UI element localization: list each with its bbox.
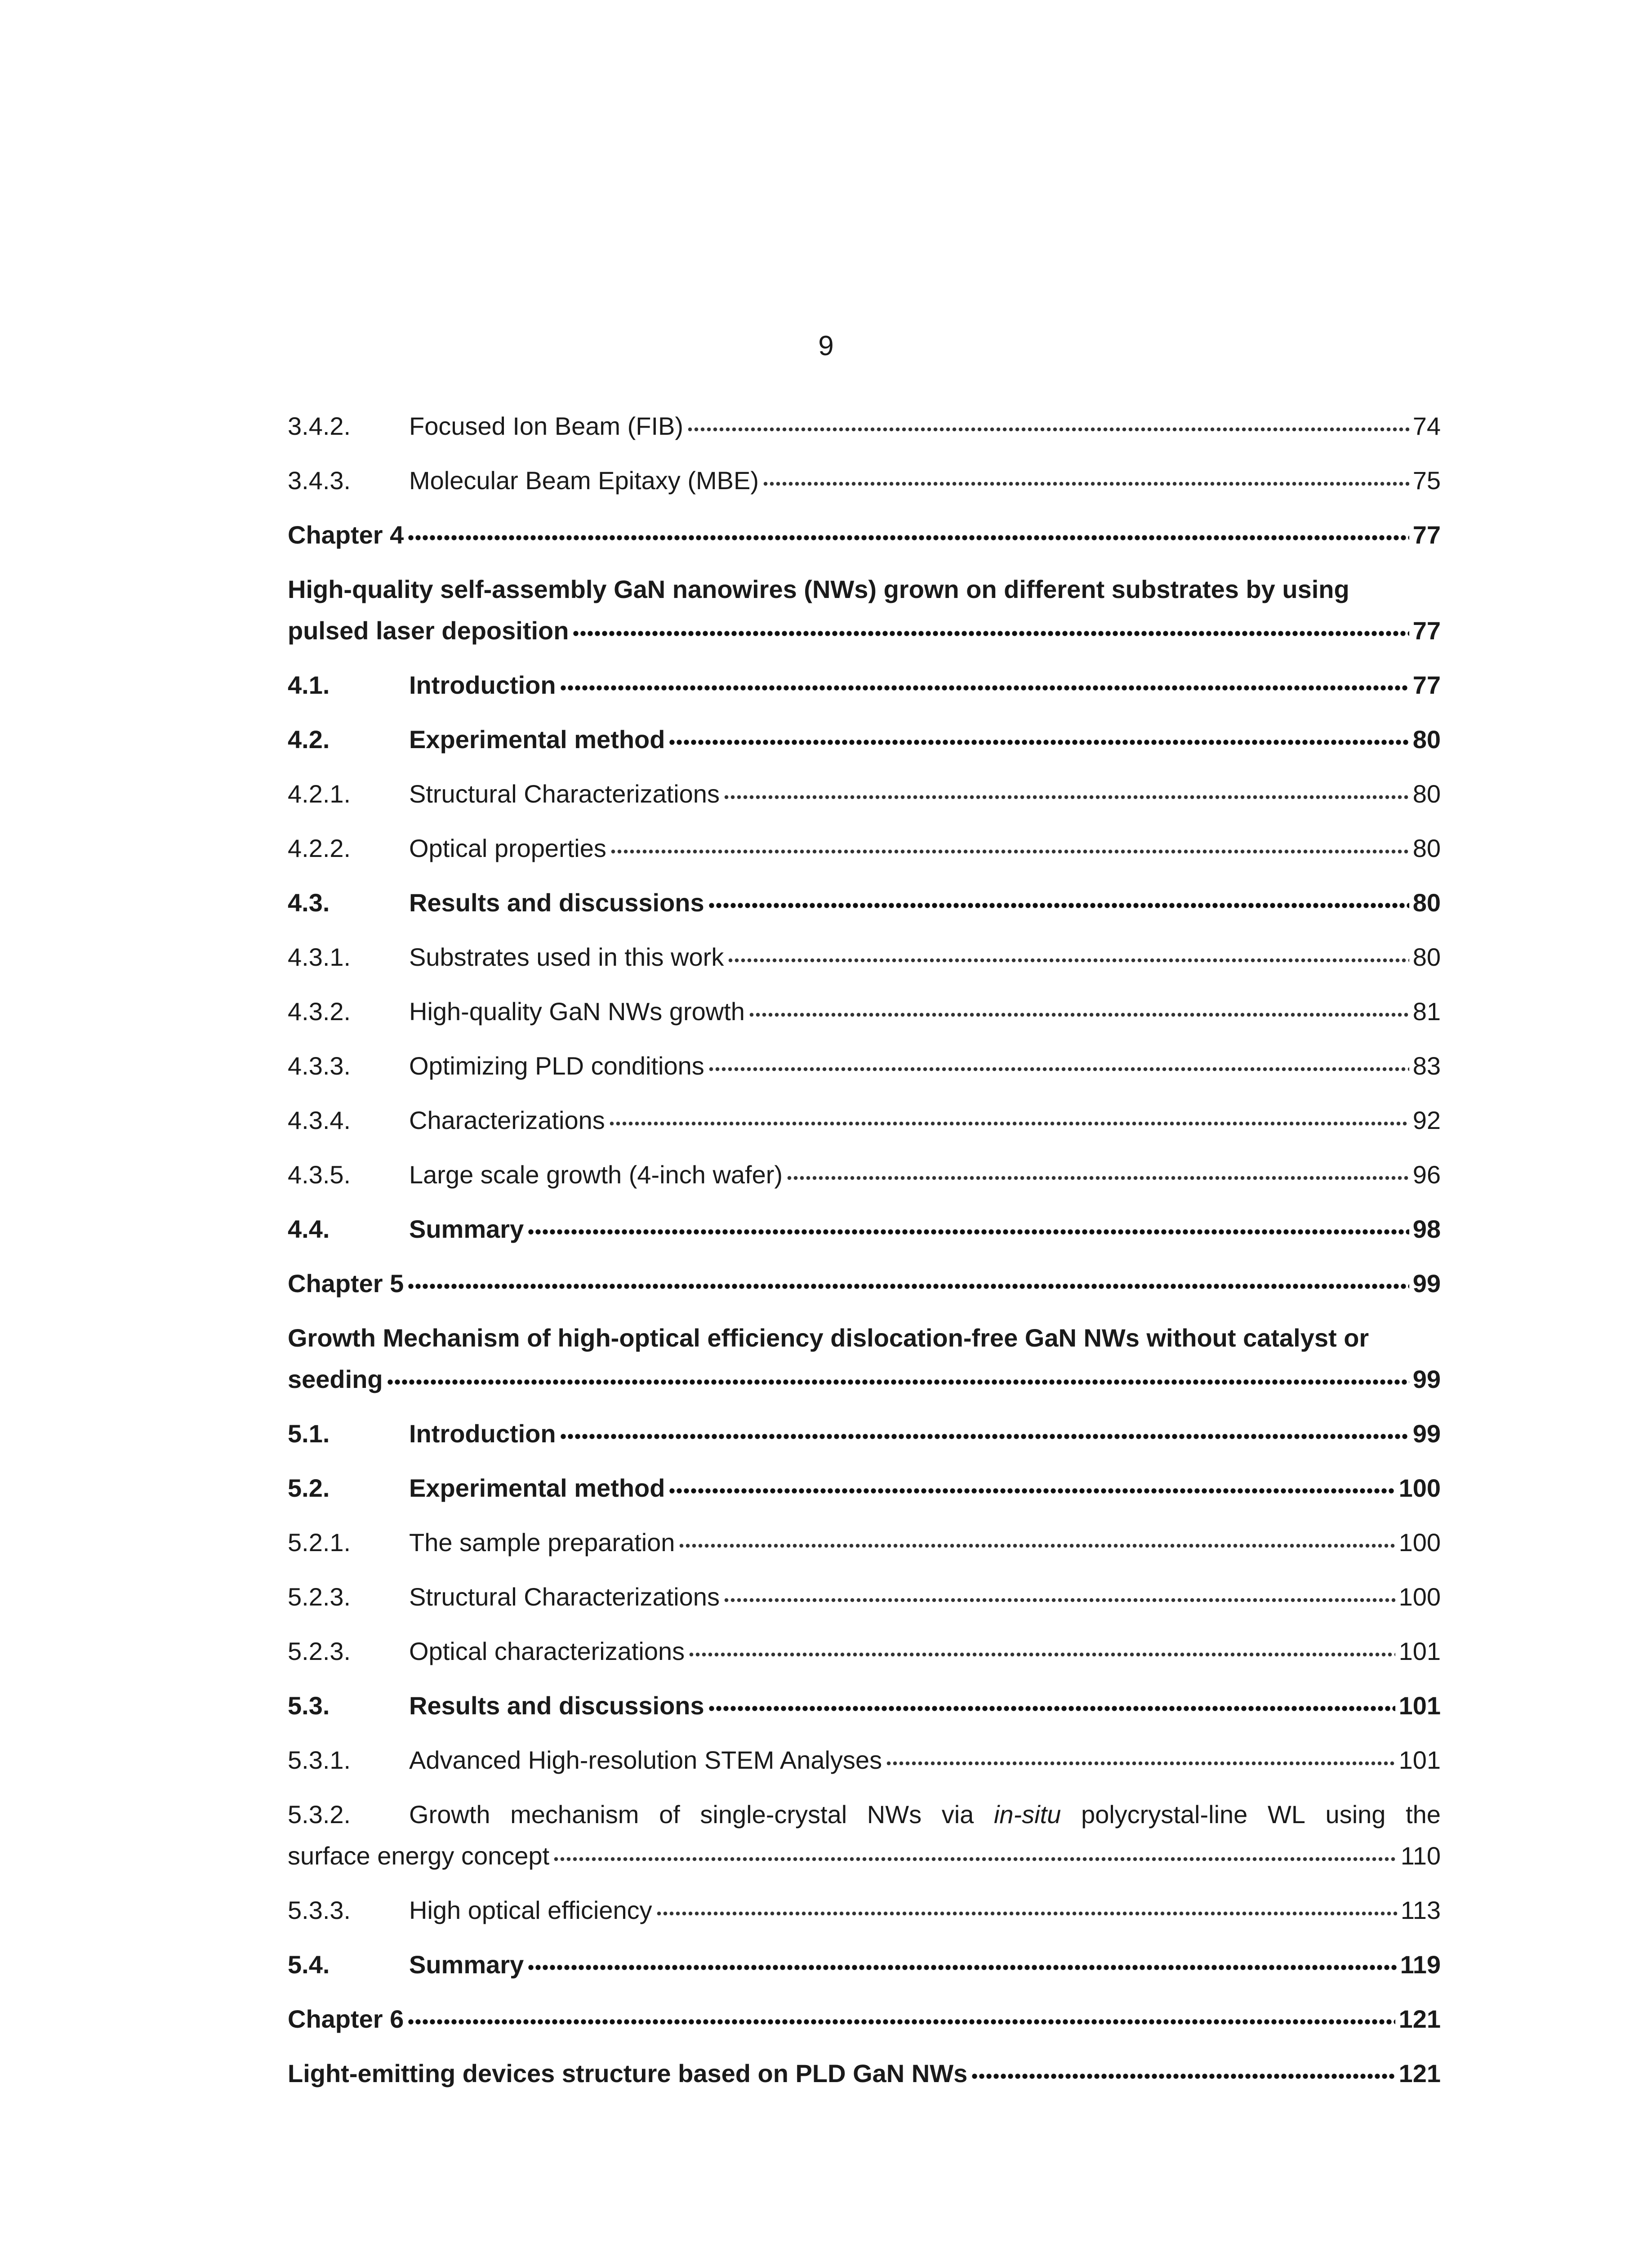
toc-entry-number: 4.3.3. [288,1052,351,1080]
toc-entry-page: 101 [1398,1691,1441,1720]
toc-entry-page: 121 [1398,2059,1441,2087]
toc-entry-leader [610,847,1409,855]
toc-entry[interactable] [288,1203,1441,1244]
toc-entry[interactable] [288,1993,1441,2034]
toc-entry-word: single-crystal [700,1800,847,1829]
toc-entry-number: 4.2. [288,725,330,754]
toc-entry-number: 5.4. [288,1950,330,1979]
toc-entry-page: 100 [1398,1583,1441,1611]
toc-entry[interactable] [288,1625,1441,1666]
toc-entry-leader [668,1486,1395,1494]
toc-entry[interactable] [288,1830,1441,1870]
toc-entry-page: 77 [1412,671,1441,699]
toc-entry[interactable] [288,1939,1441,1979]
toc-entry-leader [678,1541,1395,1549]
toc-entry-page: 80 [1412,780,1441,808]
toc-entry[interactable] [288,1149,1441,1189]
toc-entry[interactable] [288,509,1441,549]
toc-entry-word: using [1325,1800,1386,1829]
toc-entry[interactable] [288,2047,1441,2088]
toc-entry-title-line [288,1789,1441,1829]
toc-entry-title: Chapter 5 [288,1269,404,1298]
toc-entry-title-words [409,1800,1441,1829]
toc-entry-number: 5.3.1. [288,1746,351,1774]
toc-entry-title: High-quality GaN NWs growth [409,997,745,1026]
toc-entry[interactable] [288,1462,1441,1503]
toc-entry-number: 5.2.3. [288,1583,351,1611]
toc-entry-page: 99 [1412,1419,1441,1448]
toc-entry-title: Results and discussions [409,888,704,917]
toc-entry-page: 80 [1412,888,1441,917]
toc-entry-number: 5.3.3. [288,1896,351,1924]
toc-entry-number: 4.4. [288,1215,330,1243]
toc-entry-leader [723,1595,1395,1603]
toc-entry-title-line [288,563,1441,604]
toc-entry-title: surface energy concept [288,1842,550,1870]
toc-entry[interactable] [288,455,1441,495]
toc-entry-leader [553,1854,1397,1862]
toc-entry-leader [572,629,1409,637]
toc-entry[interactable] [288,714,1441,754]
toc-entry-page: 81 [1412,997,1441,1026]
toc-entry-word: the [1406,1800,1441,1829]
toc-entry[interactable] [288,877,1441,917]
toc-entry-page: 121 [1398,2005,1441,2033]
toc-entry-leader [668,738,1409,746]
toc-entry-page: 119 [1400,1950,1441,1979]
toc-entry-number: 3.4.3. [288,466,351,495]
toc-entry[interactable] [288,400,1441,441]
toc-entry-title: Optimizing PLD conditions [409,1052,704,1080]
toc-entry[interactable] [288,605,1441,645]
toc-entry-title: Light-emitting devices structure based on PLD GaN NWs [288,2059,968,2087]
toc-entry-page: 96 [1412,1160,1441,1189]
toc-entry-page: 101 [1398,1746,1441,1774]
toc-entry-word: WL [1267,1800,1305,1829]
toc-entry-number: 5.2. [288,1474,330,1502]
toc-entry-title: Substrates used in this work [409,943,724,971]
toc-entry-title: Growth Mechanism of high-optical efficiency dislocation-free GaN NWs without catalyst or [288,1324,1369,1352]
toc-entry-leader [708,1064,1409,1072]
toc-entry-page: 101 [1398,1637,1441,1665]
toc-entry-page: 80 [1412,725,1441,754]
toc-entry-page: 92 [1412,1106,1441,1134]
toc-entry-page: 80 [1412,943,1441,971]
toc-entry-leader [527,1963,1396,1971]
toc-entry-leader [688,1650,1395,1658]
toc-entry[interactable] [288,1408,1441,1448]
toc-entry-number: 4.3.1. [288,943,351,971]
toc-entry-leader [723,792,1409,800]
toc-entry-number: 4.3.2. [288,997,351,1026]
toc-entry-leader [387,1378,1409,1386]
toc-entry-number: 4.2.1. [288,780,351,808]
toc-entry-number: 4.3.5. [288,1160,351,1189]
toc-entry-title: Molecular Beam Epitaxy (MBE) [409,466,759,495]
toc-entry[interactable] [288,1258,1441,1298]
toc-entry-title: Experimental method [409,1474,665,1502]
toc-entry-number: 4.1. [288,671,330,699]
toc-entry-leader [609,1119,1409,1127]
toc-entry-title: Experimental method [409,725,665,754]
toc-entry-title: High-quality self-assembly GaN nanowires (NWs) grown on different substrates by using [288,575,1349,603]
toc-entry[interactable] [288,1734,1441,1775]
toc-entry-leader [560,683,1409,691]
toc-entry[interactable] [288,986,1441,1026]
toc-entry[interactable] [288,659,1441,700]
toc-entry-page: 75 [1412,466,1441,495]
toc-entry-leader [656,1909,1397,1917]
toc-entry-page: 74 [1412,412,1441,440]
toc-entry-page: 110 [1400,1842,1441,1870]
toc-entry-page: 99 [1412,1365,1441,1393]
toc-entry[interactable] [288,822,1441,863]
toc-entry-title: pulsed laser deposition [288,616,569,645]
toc-entry-leader [407,2017,1395,2025]
toc-entry-leader [708,1704,1395,1712]
toc-entry-page: 113 [1400,1896,1441,1924]
page-number: 9 [818,330,834,361]
toc-entry[interactable] [288,1094,1441,1135]
toc-entry-word: polycrystal-line [1081,1800,1248,1829]
toc-entry-title: Optical characterizations [409,1637,685,1665]
toc-entry-word: of [659,1800,680,1829]
toc-entry-title: Results and discussions [409,1691,704,1720]
toc-entry-page: 100 [1398,1474,1441,1502]
toc-entry[interactable] [288,1353,1441,1394]
toc-entry-leader [748,1010,1409,1018]
toc-entry-page: 77 [1412,616,1441,645]
toc-entry-word: NWs [867,1800,922,1829]
toc-entry-leader [407,1282,1409,1290]
toc-entry-page: 77 [1412,521,1441,549]
toc-entry-title: Large scale growth (4-inch wafer) [409,1160,783,1189]
toc-entry-word: in-situ [993,1800,1061,1829]
toc-entry-title: Summary [409,1215,524,1243]
toc-entry-leader [407,533,1409,541]
toc-entry[interactable] [288,1884,1441,1925]
toc-entry[interactable] [288,1040,1441,1080]
toc-entry-word: mechanism [510,1800,639,1829]
toc-entry-leader [762,479,1409,487]
toc-entry-number: 5.2.3. [288,1637,351,1665]
toc-entry-title: Structural Characterizations [409,1583,720,1611]
toc-entry[interactable] [288,1517,1441,1557]
toc-entry-page: 100 [1398,1528,1441,1557]
toc-entry-title: Structural Characterizations [409,780,720,808]
toc-entry-number: 5.1. [288,1419,330,1448]
toc-entry[interactable] [288,1571,1441,1611]
toc-entry-number: 4.3. [288,888,330,917]
toc-entry-number: 4.3.4. [288,1106,351,1134]
toc-entry-title: Summary [409,1950,524,1979]
toc-entry-page: 83 [1412,1052,1441,1080]
toc-entry[interactable] [288,1680,1441,1720]
toc-entry-title: The sample preparation [409,1528,675,1557]
toc-entry-leader [687,424,1409,433]
toc-entry-number: 5.3.2. [288,1800,351,1829]
toc-entry-word: via [941,1800,974,1829]
toc-entry-title: Optical properties [409,834,606,862]
toc-entry[interactable] [288,931,1441,972]
toc-entry-leader [727,955,1409,963]
toc-entry-number: 5.2.1. [288,1528,351,1557]
toc-entry-title: Introduction [409,671,556,699]
toc-entry[interactable] [288,768,1441,808]
toc-entry-title-line [288,1312,1441,1352]
toc-entry-title: Chapter 4 [288,521,404,549]
toc-entry-page: 98 [1412,1215,1441,1243]
toc-entry-title: High optical efficiency [409,1896,652,1924]
toc-entry-title: Characterizations [409,1106,605,1134]
toc-entry-leader [560,1432,1409,1440]
toc-entry-page: 80 [1412,834,1441,862]
toc-entry-title: seeding [288,1365,383,1393]
toc-entry-title: Chapter 6 [288,2005,404,2033]
toc-entry-number: 4.2.2. [288,834,351,862]
toc-entry-leader [886,1758,1395,1766]
toc-entry-title: Focused Ion Beam (FIB) [409,412,684,440]
toc-entry-leader [708,901,1409,909]
toc-entry-leader [971,2072,1395,2080]
toc-entry-title: Introduction [409,1419,556,1448]
toc-entry-word: Growth [409,1800,490,1829]
toc-entry-leader [527,1227,1409,1236]
toc-entry-title: Advanced High-resolution STEM Analyses [409,1746,882,1774]
toc-entry-leader [786,1173,1409,1181]
toc-entry-page: 99 [1412,1269,1441,1298]
toc-entry-number: 3.4.2. [288,412,351,440]
toc-entry-number: 5.3. [288,1691,330,1720]
